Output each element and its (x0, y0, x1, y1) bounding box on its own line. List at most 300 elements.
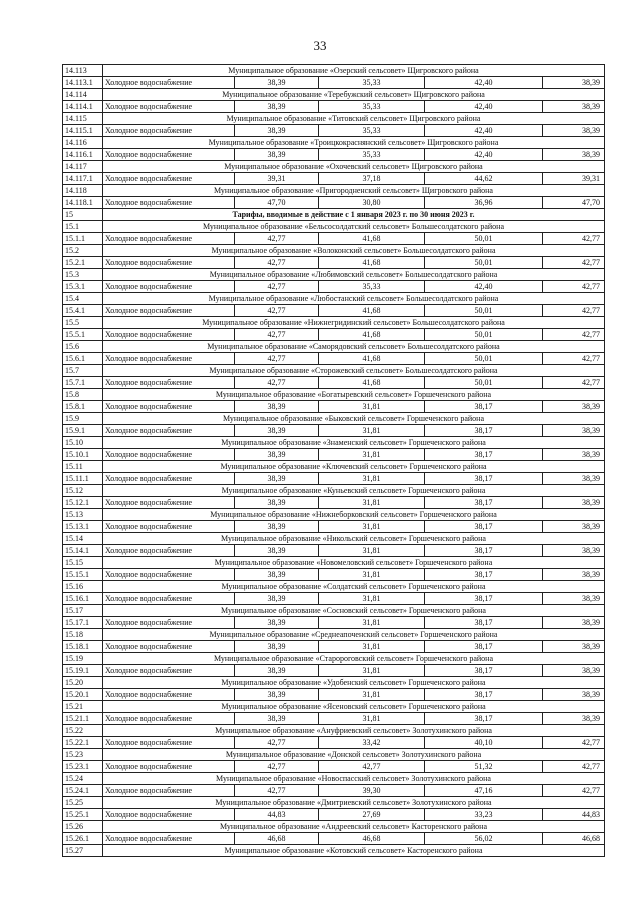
tariff-value: 47,70 (543, 197, 605, 209)
tariff-value: 40,10 (425, 737, 543, 749)
row-code: 15.13.1 (63, 521, 103, 533)
tariff-row (63, 689, 605, 701)
tariff-row (63, 149, 605, 161)
tariff-row (63, 617, 605, 629)
row-code: 14.113.1 (63, 77, 103, 89)
tariff-value: 42,77 (543, 353, 605, 365)
row-code: 15.2.1 (63, 257, 103, 269)
row-code: 15.17.1 (63, 617, 103, 629)
municipality-row (63, 113, 605, 125)
tariff-row (63, 233, 605, 245)
tariff-value: 38,39 (235, 449, 319, 461)
service-label: Холодное водоснабжение (103, 617, 235, 629)
municipality-name: Муниципальное образование «Ануфриевский сельсовет» Золотухинского района (103, 725, 605, 737)
row-code: 14.116 (63, 137, 103, 149)
tariff-value: 38,39 (235, 713, 319, 725)
service-label: Холодное водоснабжение (103, 77, 235, 89)
row-code: 15.18.1 (63, 641, 103, 653)
tariff-value: 50,01 (425, 233, 543, 245)
service-label: Холодное водоснабжение (103, 833, 235, 845)
row-code: 15.20.1 (63, 689, 103, 701)
municipality-name: Муниципальное образование «Ключевский сельсовет» Горшеченского района (103, 461, 605, 473)
municipality-row (63, 389, 605, 401)
municipality-name: Муниципальное образование «Новомеловский сельсовет» Горшеченского района (103, 557, 605, 569)
tariff-value: 47,70 (235, 197, 319, 209)
tariff-row (63, 497, 605, 509)
row-code: 15.18 (63, 629, 103, 641)
municipality-row (63, 161, 605, 173)
service-label: Холодное водоснабжение (103, 281, 235, 293)
tariff-value: 38,17 (425, 401, 543, 413)
row-code: 15.4.1 (63, 305, 103, 317)
service-label: Холодное водоснабжение (103, 425, 235, 437)
tariff-value: 31,81 (319, 569, 425, 581)
municipality-name: Муниципальное образование «Озерский сельсовет» Щигровского района (103, 65, 605, 77)
row-code: 15.22.1 (63, 737, 103, 749)
tariff-value: 44,83 (235, 809, 319, 821)
tariff-value: 31,81 (319, 593, 425, 605)
service-label: Холодное водоснабжение (103, 593, 235, 605)
tariff-value: 38,17 (425, 689, 543, 701)
tariff-value: 42,77 (235, 305, 319, 317)
tariff-value: 31,81 (319, 617, 425, 629)
tariff-value: 38,39 (235, 593, 319, 605)
section-heading-row (63, 209, 605, 221)
row-code: 15.19 (63, 653, 103, 665)
tariff-value: 38,39 (235, 569, 319, 581)
service-label: Холодное водоснабжение (103, 641, 235, 653)
tariff-value: 35,33 (319, 101, 425, 113)
row-code: 15.5.1 (63, 329, 103, 341)
tariff-value: 38,17 (425, 521, 543, 533)
row-code: 15.4 (63, 293, 103, 305)
service-label: Холодное водоснабжение (103, 785, 235, 797)
row-code: 15.1.1 (63, 233, 103, 245)
municipality-row (63, 773, 605, 785)
tariff-value: 42,77 (543, 761, 605, 773)
service-label: Холодное водоснабжение (103, 449, 235, 461)
tariff-value: 56,02 (425, 833, 543, 845)
municipality-name: Муниципальное образование «Волоконский сельсовет» Большесолдатского района (103, 245, 605, 257)
service-label: Холодное водоснабжение (103, 569, 235, 581)
service-label: Холодное водоснабжение (103, 401, 235, 413)
tariff-value: 42,40 (425, 125, 543, 137)
tariff-value: 38,39 (543, 449, 605, 461)
tariff-value: 41,68 (319, 353, 425, 365)
row-code: 15.15 (63, 557, 103, 569)
municipality-name: Муниципальное образование «Знаменский сельсовет» Горшеченского района (103, 437, 605, 449)
service-label: Холодное водоснабжение (103, 125, 235, 137)
row-code: 14.117 (63, 161, 103, 173)
tariff-table (62, 64, 605, 857)
tariff-value: 27,69 (319, 809, 425, 821)
row-code: 15.12.1 (63, 497, 103, 509)
service-label: Холодное водоснабжение (103, 233, 235, 245)
tariff-value: 38,39 (235, 149, 319, 161)
municipality-row (63, 341, 605, 353)
service-label: Холодное водоснабжение (103, 305, 235, 317)
row-code: 15.3.1 (63, 281, 103, 293)
tariff-value: 47,16 (425, 785, 543, 797)
row-code: 14.115 (63, 113, 103, 125)
tariff-value: 36,96 (425, 197, 543, 209)
row-code: 15.8 (63, 389, 103, 401)
tariff-value: 39,31 (543, 173, 605, 185)
municipality-name: Муниципальное образование «Донской сельсовет» Золотухинского района (103, 749, 605, 761)
tariff-value: 38,39 (543, 473, 605, 485)
tariff-value: 31,81 (319, 473, 425, 485)
tariff-value: 38,17 (425, 593, 543, 605)
municipality-row (63, 269, 605, 281)
tariff-row (63, 425, 605, 437)
tariff-row (63, 353, 605, 365)
tariff-row (63, 833, 605, 845)
tariff-value: 38,39 (543, 665, 605, 677)
tariff-row (63, 665, 605, 677)
row-code: 15.6 (63, 341, 103, 353)
tariff-value: 37,18 (319, 173, 425, 185)
row-code: 15.19.1 (63, 665, 103, 677)
row-code: 15.24.1 (63, 785, 103, 797)
row-code: 15.13 (63, 509, 103, 521)
row-code: 15.26 (63, 821, 103, 833)
tariff-value: 42,77 (543, 785, 605, 797)
row-code: 15.9.1 (63, 425, 103, 437)
municipality-name: Муниципальное образование «Любимовский сельсовет» Большесолдатского района (103, 269, 605, 281)
municipality-row (63, 677, 605, 689)
tariff-value: 46,68 (235, 833, 319, 845)
municipality-row (63, 557, 605, 569)
row-code: 15.15.1 (63, 569, 103, 581)
municipality-name: Муниципальное образование «Никольский сельсовет» Горшеченского района (103, 533, 605, 545)
municipality-row (63, 653, 605, 665)
tariff-value: 38,17 (425, 497, 543, 509)
tariff-value: 38,17 (425, 665, 543, 677)
tariff-value: 38,17 (425, 449, 543, 461)
municipality-name: Муниципальное образование «Новоспасский сельсовет» Золотухинского района (103, 773, 605, 785)
tariff-value: 42,40 (425, 149, 543, 161)
service-label: Холодное водоснабжение (103, 101, 235, 113)
tariff-row (63, 281, 605, 293)
tariff-row (63, 377, 605, 389)
tariff-value: 38,39 (543, 569, 605, 581)
municipality-row (63, 437, 605, 449)
tariff-row (63, 569, 605, 581)
tariff-value: 38,39 (543, 713, 605, 725)
municipality-name: Муниципальное образование «Среднеапоченский сельсовет» Горшеченского района (103, 629, 605, 641)
section-heading: Тарифы, вводимые в действие с 1 января 2023 г. по 30 июня 2023 г. (103, 209, 605, 221)
tariff-value: 41,68 (319, 257, 425, 269)
row-code: 15.21 (63, 701, 103, 713)
tariff-value: 44,62 (425, 173, 543, 185)
row-code: 15 (63, 209, 103, 221)
row-code: 15.17 (63, 605, 103, 617)
tariff-value: 38,39 (235, 497, 319, 509)
row-code: 15.14 (63, 533, 103, 545)
row-code: 15.23 (63, 749, 103, 761)
tariff-row (63, 713, 605, 725)
tariff-value: 38,39 (235, 665, 319, 677)
tariff-value: 38,39 (543, 689, 605, 701)
tariff-value: 38,17 (425, 545, 543, 557)
municipality-name: Муниципальное образование «Богатыревский сельсовет» Горшеченского района (103, 389, 605, 401)
tariff-value: 42,77 (543, 305, 605, 317)
municipality-row (63, 413, 605, 425)
row-code: 15.8.1 (63, 401, 103, 413)
row-code: 14.116.1 (63, 149, 103, 161)
service-label: Холодное водоснабжение (103, 353, 235, 365)
tariff-row (63, 101, 605, 113)
tariff-value: 42,77 (543, 329, 605, 341)
municipality-row (63, 749, 605, 761)
service-label: Холодное водоснабжение (103, 149, 235, 161)
tariff-value: 39,30 (319, 785, 425, 797)
row-code: 15.23.1 (63, 761, 103, 773)
tariff-value: 38,17 (425, 425, 543, 437)
municipality-row (63, 509, 605, 521)
tariff-value: 42,77 (543, 257, 605, 269)
tariff-value: 38,39 (543, 497, 605, 509)
tariff-value: 38,39 (235, 101, 319, 113)
tariff-value: 38,17 (425, 713, 543, 725)
tariff-value: 35,33 (319, 281, 425, 293)
row-code: 15.7 (63, 365, 103, 377)
service-label: Холодное водоснабжение (103, 665, 235, 677)
row-code: 15.10.1 (63, 449, 103, 461)
tariff-value: 31,81 (319, 641, 425, 653)
tariff-value: 42,77 (543, 233, 605, 245)
tariff-row (63, 785, 605, 797)
service-label: Холодное водоснабжение (103, 377, 235, 389)
service-label: Холодное водоснабжение (103, 761, 235, 773)
tariff-row (63, 77, 605, 89)
municipality-name: Муниципальное образование «Бельсосолдатский сельсовет» Большесолдатского района (103, 221, 605, 233)
tariff-value: 41,68 (319, 233, 425, 245)
row-code: 15.16.1 (63, 593, 103, 605)
tariff-row (63, 809, 605, 821)
tariff-value: 38,39 (543, 401, 605, 413)
municipality-name: Муниципальное образование «Сосновский сельсовет» Горшеченского района (103, 605, 605, 617)
municipality-row (63, 797, 605, 809)
tariff-value: 41,68 (319, 329, 425, 341)
tariff-value: 42,77 (235, 353, 319, 365)
tariff-value: 42,77 (235, 761, 319, 773)
tariff-value: 42,77 (235, 257, 319, 269)
tariff-value: 38,39 (235, 425, 319, 437)
tariff-row (63, 761, 605, 773)
row-code: 15.1 (63, 221, 103, 233)
municipality-row (63, 365, 605, 377)
municipality-row (63, 701, 605, 713)
tariff-row (63, 257, 605, 269)
row-code: 15.9 (63, 413, 103, 425)
service-label: Холодное водоснабжение (103, 257, 235, 269)
municipality-name: Муниципальное образование «Саморядовский сельсовет» Большесолдатского района (103, 341, 605, 353)
tariff-row (63, 401, 605, 413)
tariff-value: 38,17 (425, 473, 543, 485)
municipality-name: Муниципальное образование «Нижнегридинский сельсовет» Большесолдатского района (103, 317, 605, 329)
service-label: Холодное водоснабжение (103, 737, 235, 749)
tariff-value: 33,42 (319, 737, 425, 749)
tariff-value: 46,68 (319, 833, 425, 845)
tariff-value: 38,39 (543, 641, 605, 653)
municipality-row (63, 221, 605, 233)
municipality-row (63, 605, 605, 617)
row-code: 15.5 (63, 317, 103, 329)
service-label: Холодное водоснабжение (103, 473, 235, 485)
tariff-value: 51,32 (425, 761, 543, 773)
row-code: 14.118.1 (63, 197, 103, 209)
municipality-row (63, 245, 605, 257)
row-code: 15.12 (63, 485, 103, 497)
service-label: Холодное водоснабжение (103, 689, 235, 701)
tariff-value: 42,40 (425, 101, 543, 113)
service-label: Холодное водоснабжение (103, 329, 235, 341)
municipality-row (63, 533, 605, 545)
municipality-row (63, 89, 605, 101)
municipality-row (63, 629, 605, 641)
row-code: 15.11.1 (63, 473, 103, 485)
municipality-name: Муниципальное образование «Удобенский сельсовет» Горшеченского района (103, 677, 605, 689)
tariff-value: 42,77 (543, 737, 605, 749)
tariff-value: 41,68 (319, 305, 425, 317)
tariff-value: 38,39 (235, 521, 319, 533)
tariff-value: 38,39 (543, 545, 605, 557)
service-label: Холодное водоснабжение (103, 197, 235, 209)
service-label: Холодное водоснабжение (103, 173, 235, 185)
tariff-value: 38,39 (235, 545, 319, 557)
municipality-row (63, 293, 605, 305)
tariff-value: 38,39 (235, 689, 319, 701)
service-label: Холодное водоснабжение (103, 545, 235, 557)
row-code: 14.118 (63, 185, 103, 197)
tariff-row (63, 641, 605, 653)
tariff-value: 38,39 (543, 125, 605, 137)
tariff-value: 50,01 (425, 305, 543, 317)
row-code: 15.16 (63, 581, 103, 593)
municipality-name: Муниципальное образование «Теребужский сельсовет» Щигровского района (103, 89, 605, 101)
tariff-row (63, 329, 605, 341)
tariff-value: 31,81 (319, 689, 425, 701)
tariff-value: 44,83 (543, 809, 605, 821)
tariff-row (63, 521, 605, 533)
tariff-row (63, 545, 605, 557)
tariff-row (63, 173, 605, 185)
tariff-value: 31,81 (319, 425, 425, 437)
tariff-value: 42,77 (235, 233, 319, 245)
municipality-name: Муниципальное образование «Котовский сельсовет» Касторенского района (103, 845, 605, 857)
tariff-value: 38,39 (543, 593, 605, 605)
tariff-value: 31,81 (319, 521, 425, 533)
municipality-name: Муниципальное образование «Сторожевский сельсовет» Большесолдатского района (103, 365, 605, 377)
municipality-row (63, 821, 605, 833)
tariff-value: 38,17 (425, 641, 543, 653)
tariff-value: 38,39 (235, 125, 319, 137)
tariff-value: 42,77 (235, 329, 319, 341)
row-code: 15.22 (63, 725, 103, 737)
tariff-value: 31,81 (319, 401, 425, 413)
municipality-name: Муниципальное образование «Куньевский сельсовет» Горшеченского района (103, 485, 605, 497)
tariff-value: 42,77 (543, 281, 605, 293)
municipality-name: Муниципальное образование «Титовский сельсовет» Щигровского района (103, 113, 605, 125)
tariff-row (63, 125, 605, 137)
tariff-row (63, 473, 605, 485)
tariff-value: 50,01 (425, 257, 543, 269)
service-label: Холодное водоснабжение (103, 713, 235, 725)
row-code: 15.25.1 (63, 809, 103, 821)
tariff-value: 38,39 (543, 617, 605, 629)
municipality-row (63, 485, 605, 497)
row-code: 15.21.1 (63, 713, 103, 725)
tariff-value: 33,23 (425, 809, 543, 821)
tariff-row (63, 197, 605, 209)
row-code: 14.114 (63, 89, 103, 101)
tariff-value: 38,39 (543, 77, 605, 89)
service-label: Холодное водоснабжение (103, 809, 235, 821)
row-code: 15.14.1 (63, 545, 103, 557)
tariff-value: 50,01 (425, 353, 543, 365)
tariff-value: 50,01 (425, 377, 543, 389)
row-code: 15.7.1 (63, 377, 103, 389)
row-code: 14.115.1 (63, 125, 103, 137)
tariff-value: 41,68 (319, 377, 425, 389)
tariff-value: 31,81 (319, 449, 425, 461)
tariff-value: 38,39 (235, 77, 319, 89)
municipality-name: Муниципальное образование «Любостанский сельсовет» Большесолдатского района (103, 293, 605, 305)
row-code: 14.114.1 (63, 101, 103, 113)
tariff-row (63, 737, 605, 749)
row-code: 15.24 (63, 773, 103, 785)
page-number: 33 (313, 38, 327, 53)
tariff-value: 46,68 (543, 833, 605, 845)
row-code: 15.25 (63, 797, 103, 809)
tariff-value: 42,77 (235, 737, 319, 749)
tariff-value: 38,39 (235, 641, 319, 653)
municipality-name: Муниципальное образование «Охочевский сельсовет» Щигровского района (103, 161, 605, 173)
tariff-value: 42,40 (425, 281, 543, 293)
municipality-name: Муниципальное образование «Дмитриевский сельсовет» Золотухинского района (103, 797, 605, 809)
municipality-row (63, 725, 605, 737)
municipality-row (63, 137, 605, 149)
service-label: Холодное водоснабжение (103, 497, 235, 509)
tariff-row (63, 305, 605, 317)
municipality-name: Муниципальное образование «Пригородненский сельсовет» Щигровского района (103, 185, 605, 197)
municipality-name: Муниципальное образование «Солдатский сельсовет» Горшеченского района (103, 581, 605, 593)
tariff-value: 38,39 (543, 425, 605, 437)
row-code: 15.6.1 (63, 353, 103, 365)
tariff-value: 38,39 (235, 473, 319, 485)
tariff-value: 42,77 (543, 377, 605, 389)
tariff-value: 35,33 (319, 149, 425, 161)
municipality-row (63, 65, 605, 77)
tariff-value: 35,33 (319, 77, 425, 89)
tariff-value: 38,39 (235, 617, 319, 629)
tariff-value: 38,17 (425, 617, 543, 629)
row-code: 14.113 (63, 65, 103, 77)
tariff-value: 31,81 (319, 713, 425, 725)
municipality-name: Муниципальное образование «Быковский сельсовет» Горшеченского района (103, 413, 605, 425)
row-code: 15.20 (63, 677, 103, 689)
tariff-value: 50,01 (425, 329, 543, 341)
tariff-value: 38,39 (543, 521, 605, 533)
municipality-row (63, 581, 605, 593)
service-label: Холодное водоснабжение (103, 521, 235, 533)
municipality-name: Муниципальное образование «Нижнеборковский сельсовет» Горшеченского района (103, 509, 605, 521)
tariff-value: 42,77 (235, 377, 319, 389)
municipality-name: Муниципальное образование «Ясеновский сельсовет» Горшеченского района (103, 701, 605, 713)
tariff-row (63, 449, 605, 461)
municipality-row (63, 845, 605, 857)
